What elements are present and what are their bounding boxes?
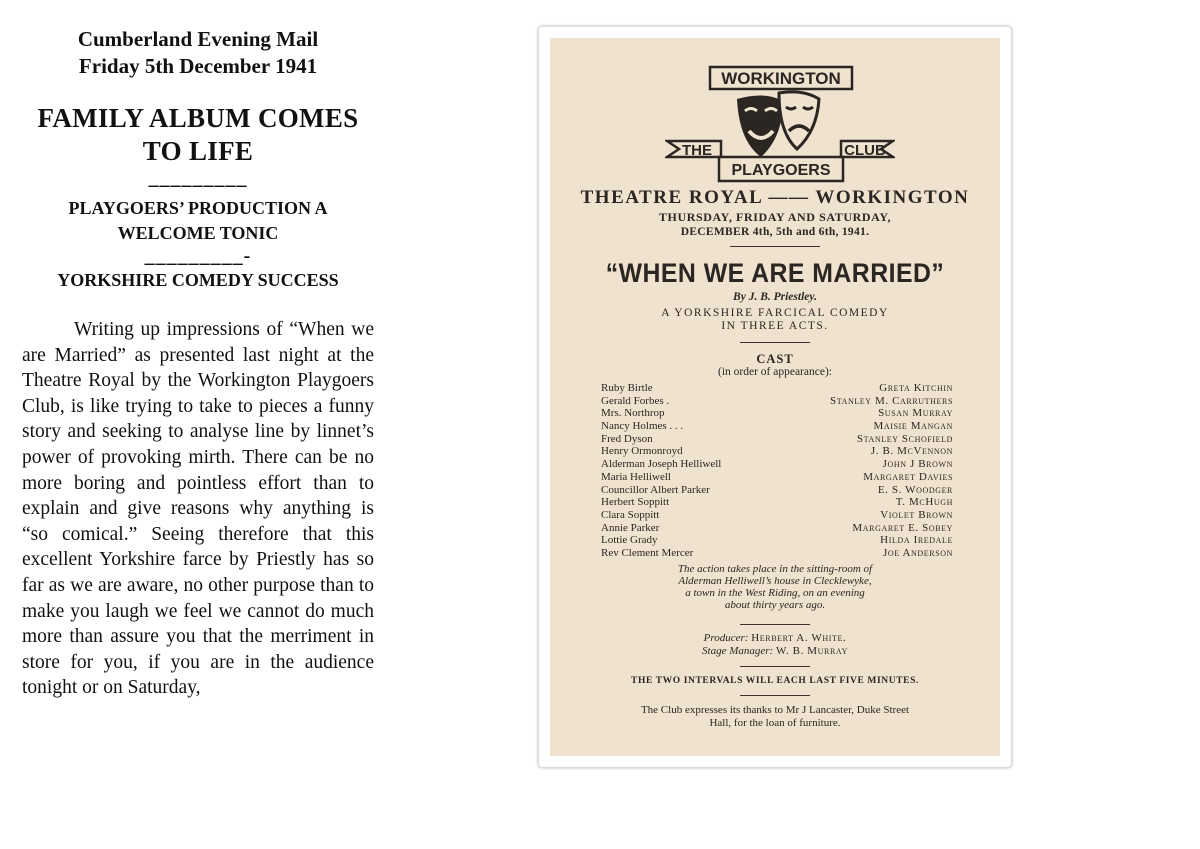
subheading-divider: _________- (144, 245, 252, 267)
role-name: Alderman Joseph Helliwell (601, 458, 722, 471)
play-title: “WHEN WE ARE MARRIED” (605, 258, 945, 288)
logo-the-text: THE (682, 142, 712, 159)
role-name: Gerald Forbes . (601, 394, 670, 407)
divider (740, 695, 810, 696)
cast-row (601, 382, 953, 395)
cast-row (601, 522, 953, 535)
stage-manager-credit (550, 645, 1000, 658)
role-name: Ruby Birtle (601, 382, 653, 394)
cast-row (601, 445, 953, 458)
cast-row (601, 484, 953, 497)
performance-dates: DECEMBER 4th, 5th and 6th, 1941. (680, 226, 870, 238)
divider (730, 246, 820, 247)
role-name: Fred Dyson (601, 432, 653, 445)
playgoers-club-logo (665, 65, 895, 189)
cast-heading: CAST (756, 352, 794, 366)
thanks-line: The Club expresses its thanks to Mr J Lancaster, Duke Street (640, 704, 910, 716)
cast-subheading: (in order of appearance): (718, 366, 832, 378)
cast-row (601, 407, 953, 420)
intervals-notice: THE TWO INTERVALS WILL EACH LAST FIVE MINUTES. (631, 676, 919, 686)
actor-name: T. McHugh (895, 496, 953, 509)
logo-club-text: CLUB (844, 142, 886, 159)
role-name: Maria Helliwell (601, 470, 671, 483)
cast-row (601, 420, 953, 433)
actor-name: J. B. McVennon (870, 445, 953, 458)
cast-row (601, 509, 953, 522)
actor-name: Margaret E. Sobey (852, 521, 953, 534)
cast-row (601, 534, 953, 547)
publication-name: Cumberland Evening Mail (77, 27, 319, 51)
actor-name: Violet Brown (880, 508, 953, 521)
play-genre: A YORKSHIRE FARCICAL COMEDY (661, 307, 889, 319)
role-name: Lottie Grady (601, 534, 658, 547)
divider (740, 624, 810, 625)
setting-line: a town in the West Riding, on an evening (685, 587, 865, 599)
role-name: Herbert Soppitt (601, 496, 670, 509)
stage-manager-label: Stage Manager: (702, 645, 774, 657)
thanks-line: Hall, for the loan of furniture. (709, 716, 841, 729)
role-name: Henry Ormonroyd (601, 445, 683, 458)
stage-manager-name: W. B. Murray (775, 645, 848, 657)
actor-name: Susan Murray (878, 407, 953, 420)
article-headline: FAMILY ALBUM COMES TO LIFE (37, 103, 359, 166)
headline-divider: _________ (148, 167, 248, 189)
thanks-notice (550, 704, 1000, 729)
actor-name: John J Brown (882, 458, 953, 471)
producer-credit (550, 632, 1000, 645)
actor-name: Margaret Davies (863, 470, 953, 483)
article-subheading-secondary: YORKSHIRE COMEDY SUCCESS (57, 270, 339, 290)
cast-row (601, 496, 953, 509)
role-name: Clara Soppitt (601, 508, 660, 521)
divider (740, 342, 810, 343)
logo-top-text: WORKINGTON (721, 69, 841, 88)
article-body: Writing up impressions of “When we are Married” as presented last night at the Theatre Royal by the Workington Playgoers Club, is like trying to take to pieces a funny story and seeking to analyse line by linnet’s power of provoking mirth. There can be no more boring and pointless effort than to explain and give reasons why anything is “so comical.” Seeing therefore that this excellent Yorkshire farce by Priestly has so far as we are aware, no other purpose than to make you laugh we feel we cannot do much more than assure you that the merriment in store for you, if you are in the audience tonight or on Saturday, (22, 319, 374, 699)
role-name: Mrs. Northrop (601, 407, 665, 420)
newspaper-article (22, 26, 374, 701)
actor-name: Maisie Mangan (873, 420, 953, 433)
setting-line: The action takes place in the sitting-room of (677, 563, 873, 575)
cast-row (601, 433, 953, 446)
actor-name: Stanley Schofield (856, 432, 953, 445)
setting-line: Alderman Helliwell’s house in Clecklewyke, (678, 575, 872, 587)
cast-list (601, 382, 953, 560)
setting-description (550, 563, 1000, 611)
setting-line: about thirty years ago. (724, 599, 826, 611)
theatre-name: THEATRE ROYAL —— WORKINGTON (580, 187, 970, 208)
play-author: By J. B. Priestley. (733, 291, 817, 303)
article-subheading: PLAYGOERS’ PRODUCTION A WELCOME TONIC (68, 198, 328, 243)
cast-row (601, 395, 953, 408)
role-name: Councillor Albert Parker (601, 483, 710, 496)
performance-days: THURSDAY, FRIDAY AND SATURDAY, (658, 210, 892, 224)
role-name: Nancy Holmes . . . (601, 420, 684, 433)
logo-playgoers-text: PLAYGOERS (731, 162, 831, 179)
programme-frame (538, 26, 1012, 768)
actor-name: Hilda Iredale (880, 534, 953, 547)
divider (740, 666, 810, 667)
actor-name: Greta Kitchin (879, 382, 953, 394)
theatre-masks-icon (737, 92, 819, 157)
cast-row (601, 471, 953, 484)
cast-row (601, 547, 953, 560)
play-acts: IN THREE ACTS. (721, 320, 829, 332)
publication-date: Friday 5th December 1941 (78, 54, 318, 78)
producer-label: Producer: (703, 632, 749, 644)
theatre-programme (550, 38, 1000, 756)
role-name: Rev Clement Mercer (601, 546, 694, 559)
production-credits (550, 632, 1000, 658)
actor-name: E. S. Woodger (877, 483, 953, 496)
actor-name: Stanley M. Carruthers (830, 394, 953, 407)
role-name: Annie Parker (601, 521, 660, 534)
producer-name: Herbert A. White. (751, 632, 847, 644)
actor-name: Joe Anderson (882, 546, 953, 559)
cast-row (601, 458, 953, 471)
